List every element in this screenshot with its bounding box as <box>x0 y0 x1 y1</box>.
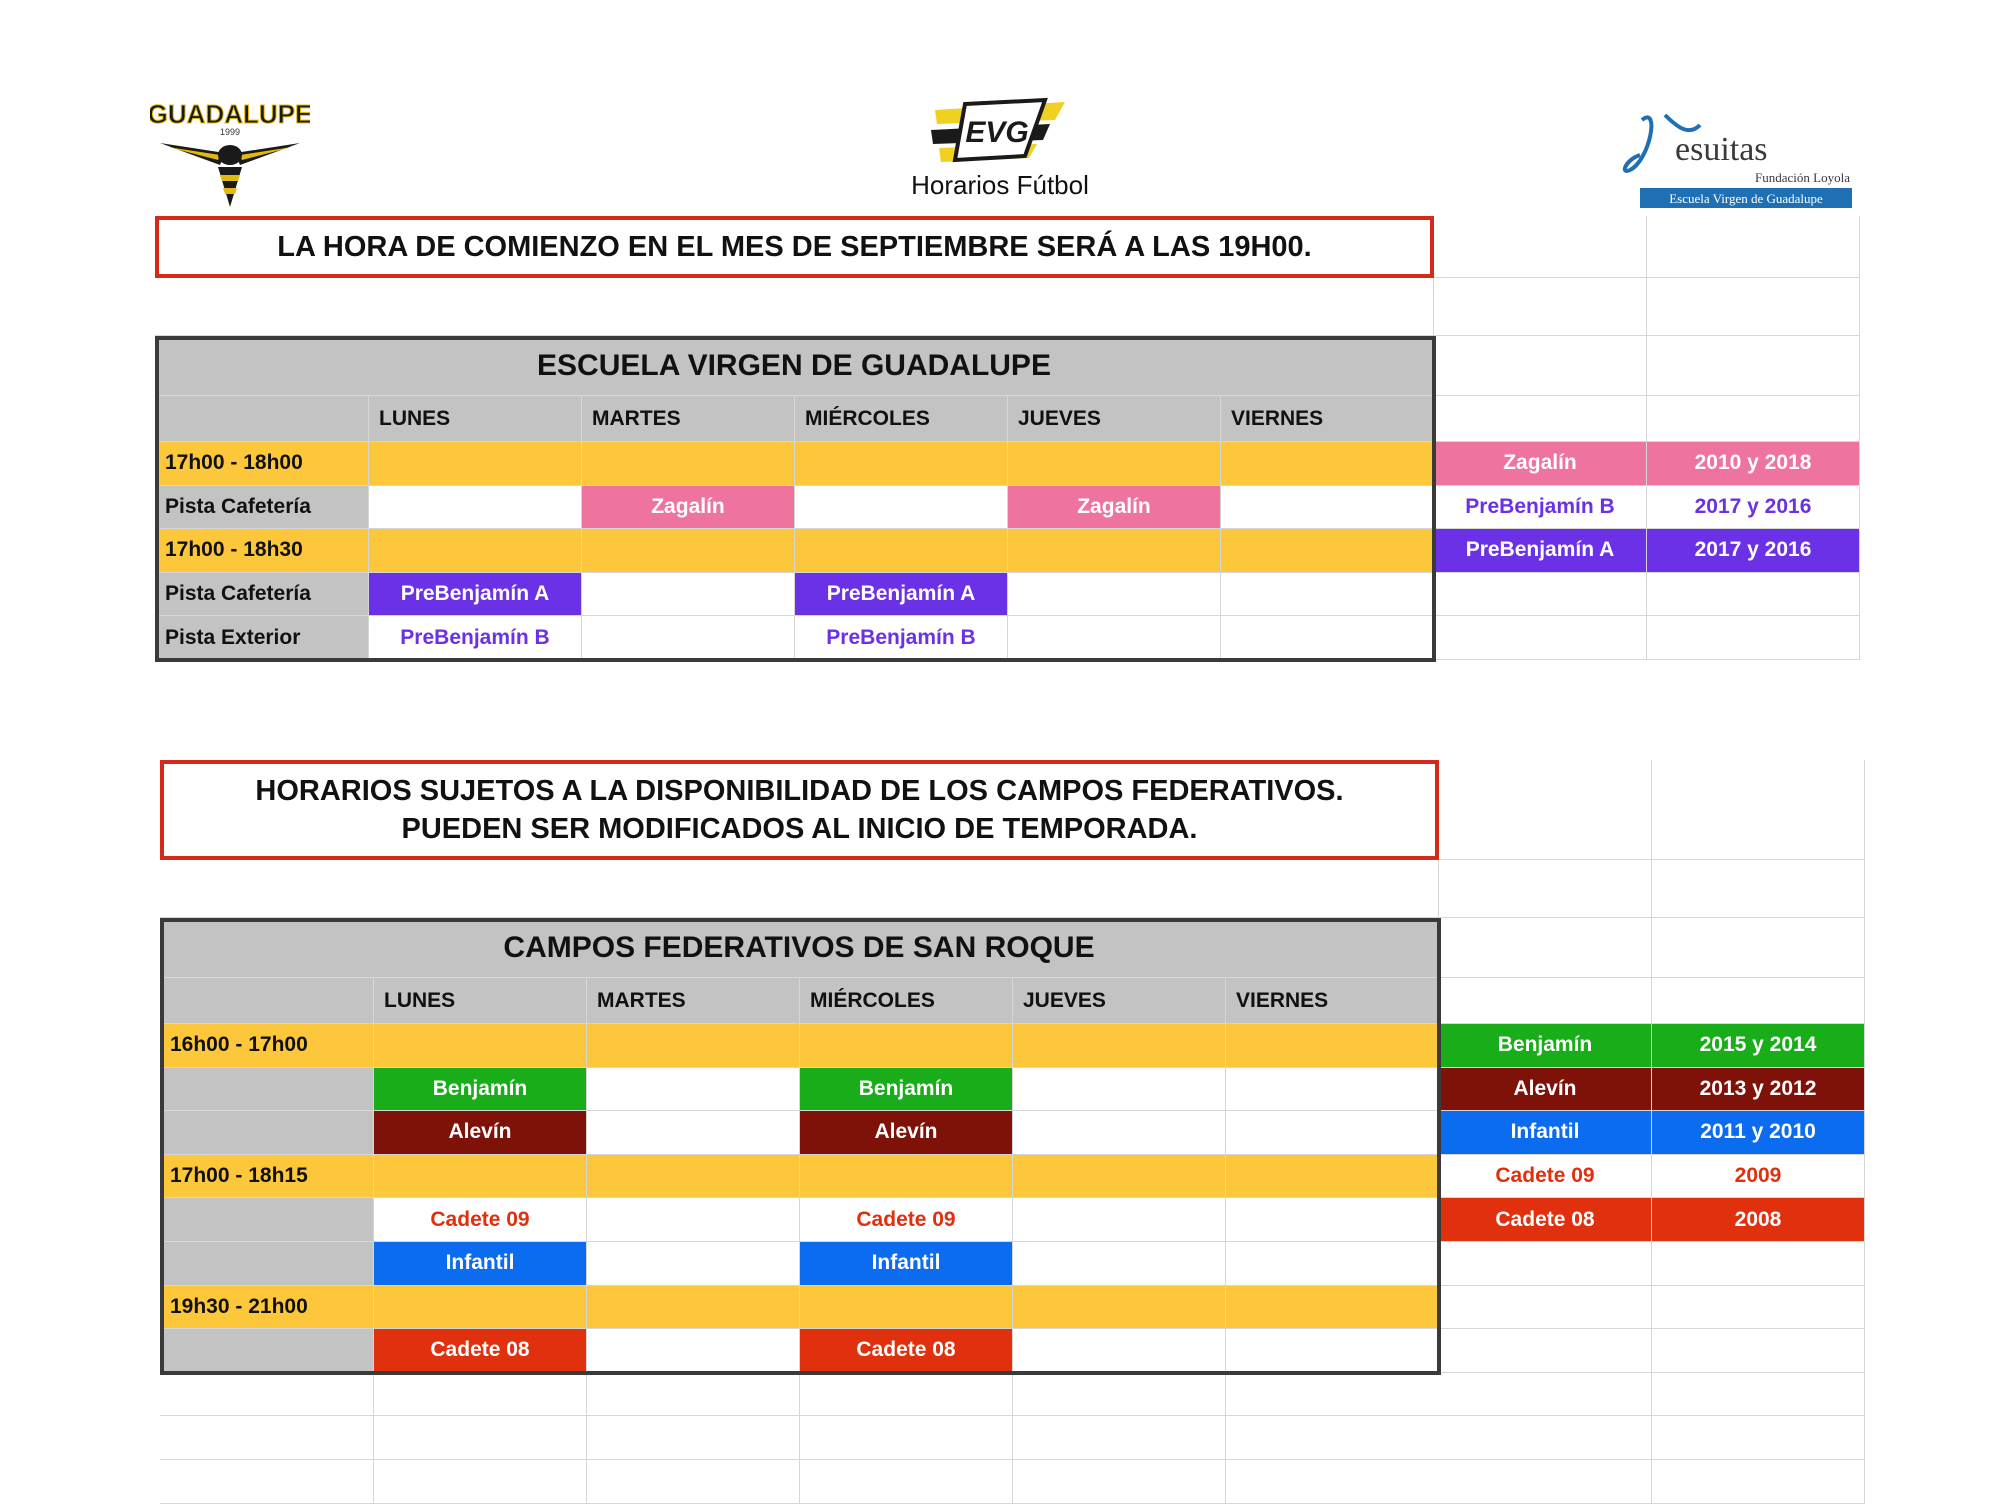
empty-grid-cell <box>587 1460 800 1504</box>
schedule-cell-empty <box>1008 442 1221 486</box>
svg-text:Fundación Loyola: Fundación Loyola <box>1755 170 1850 185</box>
federal-legend-blank <box>1652 760 1865 860</box>
empty-grid-cell <box>160 1416 374 1460</box>
federal-legend-blank <box>1652 1242 1865 1286</box>
schedule-cell-empty <box>587 1329 800 1373</box>
schedule-cell-alevin: Alevín <box>374 1111 587 1155</box>
empty-grid-cell <box>374 1460 587 1504</box>
empty-grid-cell <box>374 1416 587 1460</box>
schedule-cell-empty <box>374 1024 587 1068</box>
day-header-jueves: JUEVES <box>1013 978 1226 1024</box>
schedule-cell-empty <box>369 442 582 486</box>
schedule-cell-cadete-08: Cadete 08 <box>800 1329 1013 1373</box>
schedule-cell-empty <box>795 529 1008 573</box>
legend-years-prebenjamin-b: 2017 y 2016 <box>1647 486 1860 530</box>
legend-years-cadete-08: 2008 <box>1652 1198 1865 1242</box>
svg-text:esuitas: esuitas <box>1675 131 1768 168</box>
schedule-cell-empty <box>374 1155 587 1199</box>
empty-grid-cell <box>800 1416 1013 1460</box>
schedule-cell-empty <box>1226 1155 1440 1199</box>
schedule-cell-zagalin: Zagalín <box>582 486 795 530</box>
schedule-cell-empty <box>587 1198 800 1242</box>
empty-grid-cell <box>1439 1373 1652 1417</box>
field-label <box>160 1198 374 1242</box>
empty-grid-cell <box>1652 1373 1865 1417</box>
field-label <box>160 1329 374 1373</box>
field-label: Pista Exterior <box>155 616 369 660</box>
schedule-cell-empty <box>582 616 795 660</box>
federal-spacer-row <box>160 860 1439 918</box>
schedule-cell-cadete-08: Cadete 08 <box>374 1329 587 1373</box>
schedule-cell-empty <box>587 1155 800 1199</box>
empty-grid-cell <box>160 1460 374 1504</box>
legend-infantil: Infantil <box>1439 1111 1652 1155</box>
federal-legend-blank <box>1439 860 1652 918</box>
federal-legend-blank <box>1439 978 1652 1024</box>
day-header-martes: MARTES <box>582 396 795 442</box>
schedule-cell-prebenjamin-a: PreBenjamín A <box>795 573 1008 617</box>
empty-grid-cell <box>1226 1416 1440 1460</box>
federal-legend-blank <box>1652 860 1865 918</box>
svg-text:EVG: EVG <box>965 116 1029 149</box>
legend-years-benjamin: 2015 y 2014 <box>1652 1024 1865 1068</box>
day-header-miercoles: MIÉRCOLES <box>795 396 1008 442</box>
schedule-cell-empty <box>374 1286 587 1330</box>
school-legend-blank <box>1434 278 1647 336</box>
empty-grid-cell <box>800 1373 1013 1417</box>
field-label: Pista Cafetería <box>155 486 369 530</box>
legend-prebenjamin-b: PreBenjamín B <box>1434 486 1647 530</box>
federal-legend-blank <box>1439 1286 1652 1330</box>
empty-grid-cell <box>587 1373 800 1417</box>
school-spacer-row <box>155 278 1434 336</box>
school-legend-blank <box>1647 396 1860 442</box>
svg-text:GUADALUPE: GUADALUPE <box>150 99 310 129</box>
schedule-cell-empty <box>800 1286 1013 1330</box>
empty-grid-cell <box>1013 1460 1226 1504</box>
school-legend-blank <box>1434 336 1647 396</box>
legend-years-zagalin: 2010 y 2018 <box>1647 442 1860 486</box>
schedule-cell-cadete-09: Cadete 09 <box>800 1198 1013 1242</box>
school-legend-blank <box>1647 278 1860 336</box>
day-header-miercoles: MIÉRCOLES <box>800 978 1013 1024</box>
guadalupe-hornet-logo <box>150 95 310 215</box>
legend-zagalin: Zagalín <box>1434 442 1647 486</box>
schedule-cell-empty <box>1013 1198 1226 1242</box>
schedule-cell-prebenjamin-b: PreBenjamín B <box>795 616 1008 660</box>
schedule-cell-benjamin: Benjamín <box>374 1068 587 1112</box>
federal-header-corner <box>160 978 374 1024</box>
empty-grid-cell <box>587 1416 800 1460</box>
federal-legend-blank <box>1439 1242 1652 1286</box>
schedule-cell-empty <box>1226 1068 1440 1112</box>
schedule-cell-empty <box>587 1111 800 1155</box>
empty-grid-cell <box>1652 1416 1865 1460</box>
federal-legend-blank <box>1652 978 1865 1024</box>
jesuitas-logo <box>1620 100 1860 210</box>
schedule-cell-empty <box>1226 1286 1440 1330</box>
school-legend-blank <box>1434 616 1647 660</box>
day-header-lunes: LUNES <box>374 978 587 1024</box>
schedule-cell-benjamin: Benjamín <box>800 1068 1013 1112</box>
legend-years-infantil: 2011 y 2010 <box>1652 1111 1865 1155</box>
schedule-cell-prebenjamin-a: PreBenjamín A <box>369 573 582 617</box>
school-legend-blank <box>1647 336 1860 396</box>
schedule-cell-empty <box>1013 1242 1226 1286</box>
legend-prebenjamin-a: PreBenjamín A <box>1434 529 1647 573</box>
legend-years-prebenjamin-a: 2017 y 2016 <box>1647 529 1860 573</box>
schedule-cell-empty <box>1221 442 1435 486</box>
school-legend-blank <box>1647 216 1860 278</box>
evg-logo <box>925 90 1075 170</box>
schedule-cell-alevin: Alevín <box>800 1111 1013 1155</box>
legend-years-alevin: 2013 y 2012 <box>1652 1068 1865 1112</box>
schedule-cell-empty <box>582 573 795 617</box>
field-label <box>160 1111 374 1155</box>
schedule-cell-empty <box>1008 573 1221 617</box>
empty-grid-cell <box>1652 1460 1865 1504</box>
federal-legend-blank <box>1652 1329 1865 1373</box>
schedule-cell-infantil: Infantil <box>374 1242 587 1286</box>
schedule-cell-empty <box>1226 1198 1440 1242</box>
schedule-cell-empty <box>795 442 1008 486</box>
schedule-cell-infantil: Infantil <box>800 1242 1013 1286</box>
svg-text:Escuela Virgen de Guadalupe: Escuela Virgen de Guadalupe <box>1669 191 1823 206</box>
day-header-viernes: VIERNES <box>1226 978 1440 1024</box>
empty-grid-cell <box>1439 1460 1652 1504</box>
empty-grid-cell <box>1439 1416 1652 1460</box>
schedule-cell-prebenjamin-b: PreBenjamín B <box>369 616 582 660</box>
legend-alevin: Alevín <box>1439 1068 1652 1112</box>
school-legend-blank <box>1434 216 1647 278</box>
time-slot-label: 17h00 - 18h30 <box>155 529 369 573</box>
day-header-martes: MARTES <box>587 978 800 1024</box>
schedule-cell-empty <box>795 486 1008 530</box>
schedule-cell-empty <box>1221 529 1435 573</box>
federal-legend-blank <box>1439 1329 1652 1373</box>
day-header-lunes: LUNES <box>369 396 582 442</box>
schedule-cell-empty <box>587 1242 800 1286</box>
legend-years-cadete-09: 2009 <box>1652 1155 1865 1199</box>
empty-grid-cell <box>374 1373 587 1417</box>
empty-grid-cell <box>1013 1416 1226 1460</box>
day-header-jueves: JUEVES <box>1008 396 1221 442</box>
empty-grid-cell <box>1226 1460 1440 1504</box>
schedule-cell-empty <box>587 1068 800 1112</box>
school-notice: LA HORA DE COMIENZO EN EL MES DE SEPTIEMBRE SERÁ A LAS 19H00. <box>155 216 1434 278</box>
school-legend-blank <box>1434 573 1647 617</box>
schedule-cell-empty <box>1226 1242 1440 1286</box>
school-legend-blank <box>1434 396 1647 442</box>
schedule-cell-empty <box>1013 1286 1226 1330</box>
schedule-cell-empty <box>1226 1024 1440 1068</box>
schedule-cell-empty <box>1013 1024 1226 1068</box>
schedule-cell-empty <box>1221 616 1435 660</box>
schedule-cell-empty <box>1013 1111 1226 1155</box>
schedule-cell-empty <box>1221 573 1435 617</box>
legend-benjamin: Benjamín <box>1439 1024 1652 1068</box>
notice-line-1: HORARIOS SUJETOS A LA DISPONIBILIDAD DE LOS CAMPOS FEDERATIVOS. <box>255 775 1344 807</box>
school-legend-blank <box>1647 616 1860 660</box>
schedule-cell-empty <box>1221 486 1435 530</box>
legend-cadete-09: Cadete 09 <box>1439 1155 1652 1199</box>
schedule-cell-empty <box>369 529 582 573</box>
schedule-cell-empty <box>582 529 795 573</box>
day-header-viernes: VIERNES <box>1221 396 1435 442</box>
field-label <box>160 1068 374 1112</box>
schedule-cell-empty <box>1013 1068 1226 1112</box>
federal-legend-blank <box>1652 1286 1865 1330</box>
schedule-cell-empty <box>582 442 795 486</box>
federal-table-title: CAMPOS FEDERATIVOS DE SAN ROQUE <box>160 918 1439 978</box>
time-slot-label: 19h30 - 21h00 <box>160 1286 374 1330</box>
federal-legend-blank <box>1439 918 1652 978</box>
field-label: Pista Cafetería <box>155 573 369 617</box>
federal-legend-blank <box>1439 760 1652 860</box>
empty-grid-cell <box>800 1460 1013 1504</box>
school-header-corner <box>155 396 369 442</box>
school-table-title: ESCUELA VIRGEN DE GUADALUPE <box>155 336 1434 396</box>
time-slot-label: 16h00 - 17h00 <box>160 1024 374 1068</box>
schedule-cell-empty <box>587 1286 800 1330</box>
schedule-cell-empty <box>1013 1155 1226 1199</box>
federal-notice <box>160 760 1439 860</box>
schedule-cell-empty <box>800 1155 1013 1199</box>
empty-grid-cell <box>160 1373 374 1417</box>
schedule-cell-empty <box>800 1024 1013 1068</box>
notice-line-2: PUEDEN SER MODIFICADOS AL INICIO DE TEMPORADA. <box>401 813 1198 845</box>
time-slot-label: 17h00 - 18h00 <box>155 442 369 486</box>
schedule-cell-empty <box>1226 1329 1440 1373</box>
federal-legend-blank <box>1652 918 1865 978</box>
empty-grid-cell <box>1013 1373 1226 1417</box>
legend-cadete-08: Cadete 08 <box>1439 1198 1652 1242</box>
page-subtitle: Horarios Fútbol <box>911 170 1089 200</box>
empty-grid-cell <box>1226 1373 1440 1417</box>
schedule-cell-cadete-09: Cadete 09 <box>374 1198 587 1242</box>
school-legend-blank <box>1647 573 1860 617</box>
schedule-cell-empty <box>369 486 582 530</box>
time-slot-label: 17h00 - 18h15 <box>160 1155 374 1199</box>
schedule-cell-empty <box>1013 1329 1226 1373</box>
schedule-cell-empty <box>1008 616 1221 660</box>
schedule-cell-zagalin: Zagalín <box>1008 486 1221 530</box>
field-label <box>160 1242 374 1286</box>
svg-text:1999: 1999 <box>219 127 241 137</box>
schedule-cell-empty <box>1226 1111 1440 1155</box>
schedule-cell-empty <box>1008 529 1221 573</box>
schedule-cell-empty <box>587 1024 800 1068</box>
